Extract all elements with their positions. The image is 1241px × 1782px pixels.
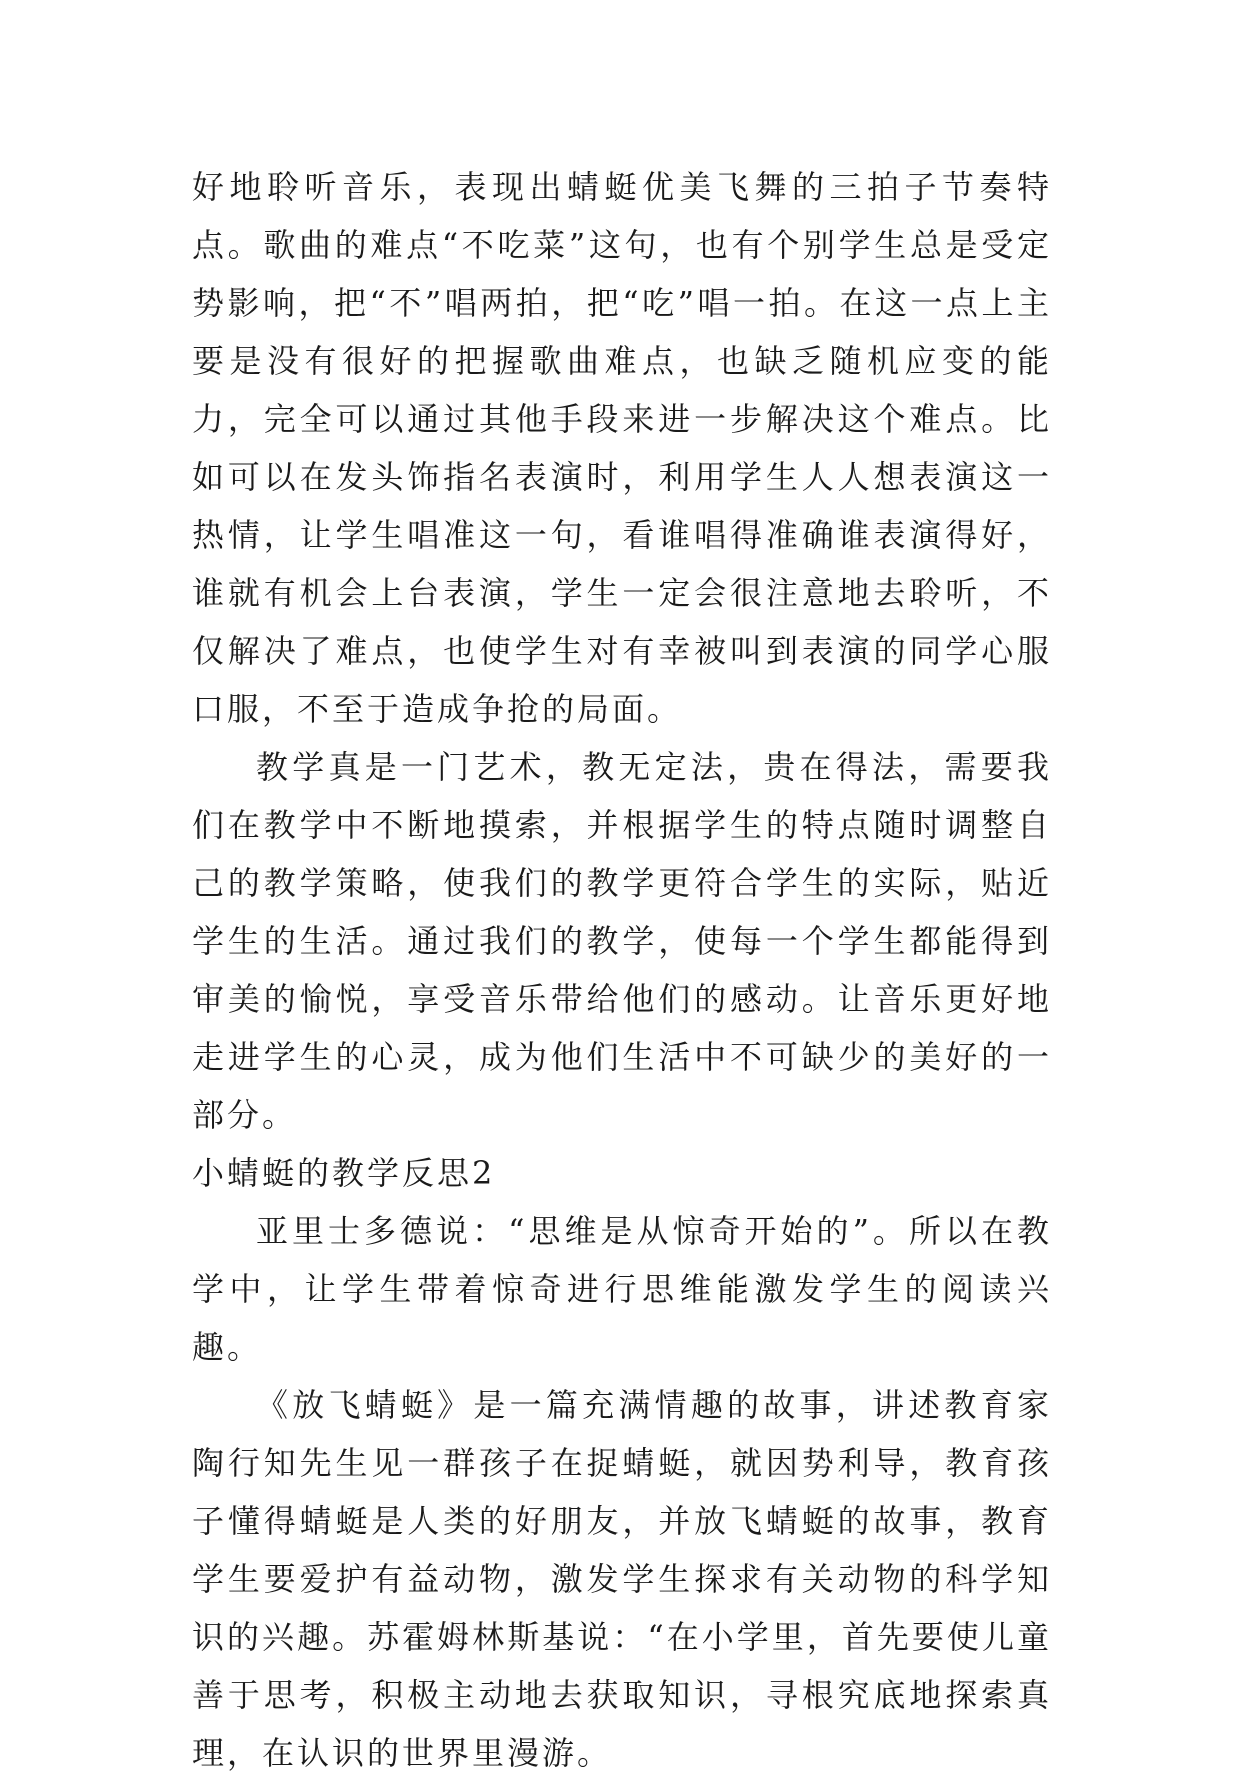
document-body: [192, 158, 1052, 1782]
paragraph-4: 《放飞蜻蜓》是一篇充满情趣的故事，讲述教育家陶行知先生见一群孩子在捉蜻蜓，就因势利导，教育孩子懂得蜻蜓是人类的好朋友，并放飞蜻蜓的故事，教育学生要爱护有益动物，激发学生探求有关动物的科学知识的兴趣。苏霍姆林斯基说：“在小学里，首先要使儿童善于思考，积极主动地去获取知识，寻根究底地探索真理，在认识的世界里漫游。: [192, 1386, 1052, 1772]
section-heading: 小蜻蜓的教学反思2: [192, 1154, 496, 1192]
paragraph-1: 好地聆听音乐，表现出蜻蜓优美飞舞的三拍子节奏特点。歌曲的难点“不吃菜”这句，也有个别学生总是受定势影响，把“不”唱两拍，把“吃”唱一拍。在这一点上主要是没有很好的把握歌曲难点，也缺乏随机应变的能力，完全可以通过其他手段来进一步解决这个难点。比如可以在发头饰指名表演时，利用学生人人想表演这一热情，让学生唱准这一句，看谁唱得准确谁表演得好，谁就有机会上台表演，学生一定会很注意地去聆听，不仅解决了难点，也使学生对有幸被叫到表演的同学心服口服，不至于造成争抢的局面。: [192, 168, 1052, 728]
paragraph-2: 教学真是一门艺术，教无定法，贵在得法，需要我们在教学中不断地摸索，并根据学生的特点随时调整自己的教学策略，使我们的教学更符合学生的实际，贴近学生的生活。通过我们的教学，使每一个学生都能得到审美的愉悦，享受音乐带给他们的感动。让音乐更好地走进学生的心灵，成为他们生活中不可缺少的美好的一部分。: [192, 748, 1052, 1134]
paragraph-3: 亚里士多德说：“思维是从惊奇开始的”。所以在教学中，让学生带着惊奇进行思维能激发学生的阅读兴趣。: [192, 1212, 1052, 1366]
